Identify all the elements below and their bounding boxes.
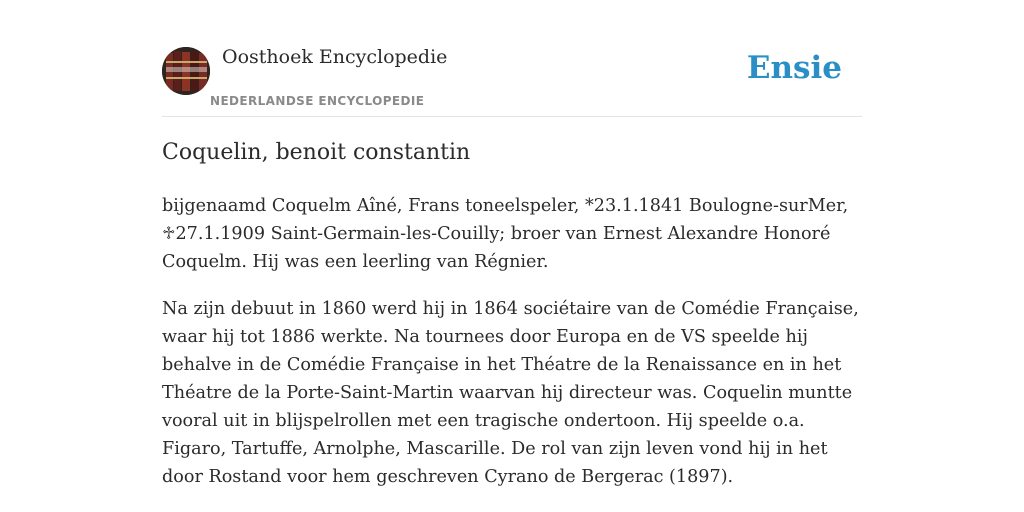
site-header (162, 0, 862, 117)
site-subtitle: NEDERLANDSE ENCYCLOPEDIE (210, 94, 425, 108)
page-container (162, 0, 862, 487)
article-paragraph: Na zijn debuut in 1860 werd hij in 1864 sociétaire van de Comédie Française, waar hij tot 1886 werkte. Na tournees door Europa en de VS speelde hij behalve in de Comédie Française in het Théatre de la Renaissance en in het Théatre de la Porte-Saint-Martin waarvan hij directeur was. Coquelin muntte vooral uit in blijspelrollen met een tragische ondertoon. Hij speelde o.a. Figaro, Tartuffe, Arnolphe, Mascarille. De rol van zijn leven vond hij in het door Rostand voor hem geschreven Cyrano de Bergerac (1897). (162, 299, 859, 487)
avatar[interactable] (162, 47, 210, 95)
site-name[interactable]: Oosthoek Encyclopedie (222, 46, 448, 68)
article-paragraph: bijgenaamd Coquelm Aîné, Frans toneelspeler, *23.1.1841 Boulogne-surMer, ♱27.1.1909 Saint-Germain-les-Couilly; broer van Ernest Alexandre Honoré Coquelm. Hij was een leerling van Régnier. (162, 196, 849, 272)
page-title: Coquelin, benoit constantin (162, 140, 471, 165)
book-spines-icon (162, 47, 210, 95)
brand-logo[interactable]: Ensie (746, 50, 842, 86)
